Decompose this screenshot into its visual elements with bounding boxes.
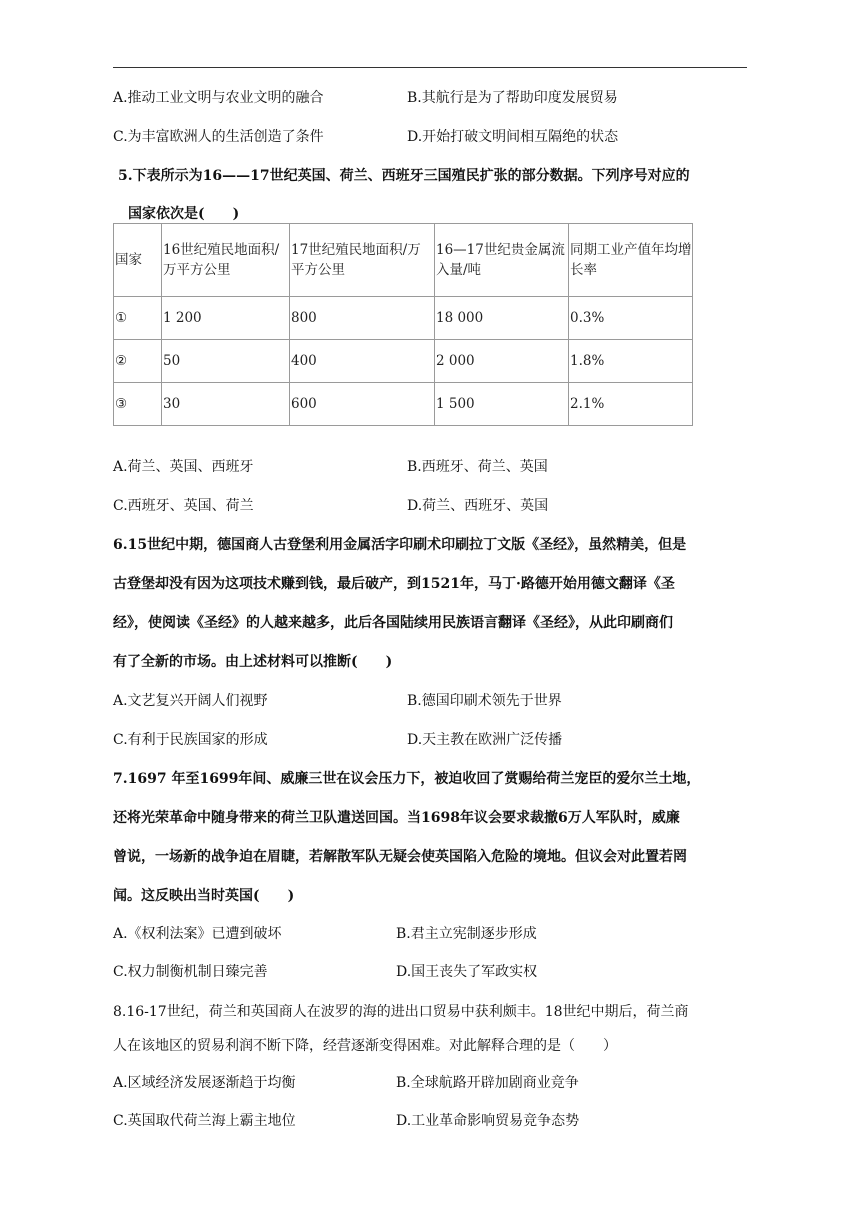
q5-data-table bbox=[113, 223, 693, 426]
table-cell: 2 000 bbox=[435, 340, 569, 383]
q5-option-b[interactable]: B.西班牙、荷兰、英国 bbox=[407, 459, 548, 475]
q5-stem-line1: 5.下表所示为16——17世纪英国、荷兰、西班牙三国殖民扩张的部分数据。下列序号对应的 bbox=[118, 168, 690, 184]
header-rule bbox=[113, 67, 747, 68]
table-header-row bbox=[114, 224, 693, 297]
table-header-cell: 17世纪殖民地面积/万平方公里 bbox=[290, 224, 435, 297]
q6-option-c[interactable]: C.有利于民族国家的形成 bbox=[113, 732, 268, 748]
q7-stem-line4: 闻。这反映出当时英国( ) bbox=[113, 888, 295, 904]
table-cell: 30 bbox=[162, 383, 290, 426]
table-header-cell: 同期工业产值年均增长率 bbox=[569, 224, 693, 297]
table-cell: 50 bbox=[162, 340, 290, 383]
q5-option-d[interactable]: D.荷兰、西班牙、英国 bbox=[407, 498, 549, 514]
q8-option-d[interactable]: D.工业革命影响贸易竞争态势 bbox=[396, 1113, 580, 1129]
q6-option-d[interactable]: D.天主教在欧洲广泛传播 bbox=[407, 732, 563, 748]
table-row bbox=[114, 297, 693, 340]
q5-stem-line2: 国家依次是( ) bbox=[128, 206, 240, 222]
q7-stem-line2: 还将光荣革命中随身带来的荷兰卫队遣送回国。当1698年议会要求裁撤6万人军队时，威廉 bbox=[113, 810, 680, 826]
table-cell: ① bbox=[114, 297, 162, 340]
table-row bbox=[114, 340, 693, 383]
q7-option-a[interactable]: A.《权利法案》已遭到破坏 bbox=[113, 926, 282, 942]
q6-stem-line4: 有了全新的市场。由上述材料可以推断( ) bbox=[113, 654, 393, 670]
table-cell: 0.3% bbox=[569, 297, 693, 340]
table-cell: 2.1% bbox=[569, 383, 693, 426]
q6-stem-line1: 6.15世纪中期，德国商人古登堡利用金属活字印刷术印刷拉丁文版《圣经》，虽然精美，但是 bbox=[113, 537, 687, 553]
table-cell: ③ bbox=[114, 383, 162, 426]
table-row bbox=[114, 383, 693, 426]
q8-stem-line2: 人在该地区的贸易利润不断下降，经营逐渐变得困难。对此解释合理的是（ ） bbox=[113, 1038, 617, 1054]
q8-stem-line1: 8.16-17世纪，荷兰和英国商人在波罗的海的进出口贸易中获利颇丰。18世纪中期后，荷兰商 bbox=[113, 1004, 689, 1020]
table-cell: 800 bbox=[290, 297, 435, 340]
q5-option-a[interactable]: A.荷兰、英国、西班牙 bbox=[113, 459, 254, 475]
table-cell: 600 bbox=[290, 383, 435, 426]
q7-option-b[interactable]: B.君主立宪制逐步形成 bbox=[396, 926, 537, 942]
q8-option-b[interactable]: B.全球航路开辟加剧商业竞争 bbox=[396, 1075, 579, 1091]
table-cell: 18 000 bbox=[435, 297, 569, 340]
q6-option-a[interactable]: A.文艺复兴开阔人们视野 bbox=[113, 693, 268, 709]
q8-option-a[interactable]: A.区域经济发展逐渐趋于均衡 bbox=[113, 1075, 296, 1091]
q4-option-a[interactable]: A.推动工业文明与农业文明的融合 bbox=[113, 90, 324, 106]
q4-option-c[interactable]: C.为丰富欧洲人的生活创造了条件 bbox=[113, 129, 324, 145]
table-cell: ② bbox=[114, 340, 162, 383]
table-cell: 400 bbox=[290, 340, 435, 383]
table-cell: 1 500 bbox=[435, 383, 569, 426]
q4-option-d[interactable]: D.开始打破文明间相互隔绝的状态 bbox=[407, 129, 619, 145]
table-header-cell: 16世纪殖民地面积/万平方公里 bbox=[162, 224, 290, 297]
q6-stem-line3: 经》，使阅读《圣经》的人越来越多，此后各国陆续用民族语言翻译《圣经》，从此印刷商们 bbox=[113, 615, 673, 631]
q5-option-c[interactable]: C.西班牙、英国、荷兰 bbox=[113, 498, 254, 514]
q6-stem-line2: 古登堡却没有因为这项技术赚到钱，最后破产，到1521年，马丁·路德开始用德文翻译《圣 bbox=[113, 576, 675, 592]
q4-option-b[interactable]: B.其航行是为了帮助印度发展贸易 bbox=[407, 90, 618, 106]
q8-option-c[interactable]: C.英国取代荷兰海上霸主地位 bbox=[113, 1113, 296, 1129]
table-header-cell: 国家 bbox=[114, 224, 162, 297]
q7-stem-line3: 曾说，一场新的战争迫在眉睫，若解散军队无疑会使英国陷入危险的境地。但议会对此置若罔 bbox=[113, 849, 687, 865]
table-cell: 1.8% bbox=[569, 340, 693, 383]
table-cell: 1 200 bbox=[162, 297, 290, 340]
table-header-cell: 16—17世纪贵金属流入量/吨 bbox=[435, 224, 569, 297]
q7-stem-line1: 7.1697 年至1699年间、威廉三世在议会压力下，被迫收回了赏赐给荷兰宠臣的爱尔兰土地， bbox=[113, 771, 701, 787]
q7-option-c[interactable]: C.权力制衡机制日臻完善 bbox=[113, 964, 268, 980]
q7-option-d[interactable]: D.国王丧失了军政实权 bbox=[396, 964, 538, 980]
q6-option-b[interactable]: B.德国印刷术领先于世界 bbox=[407, 693, 562, 709]
